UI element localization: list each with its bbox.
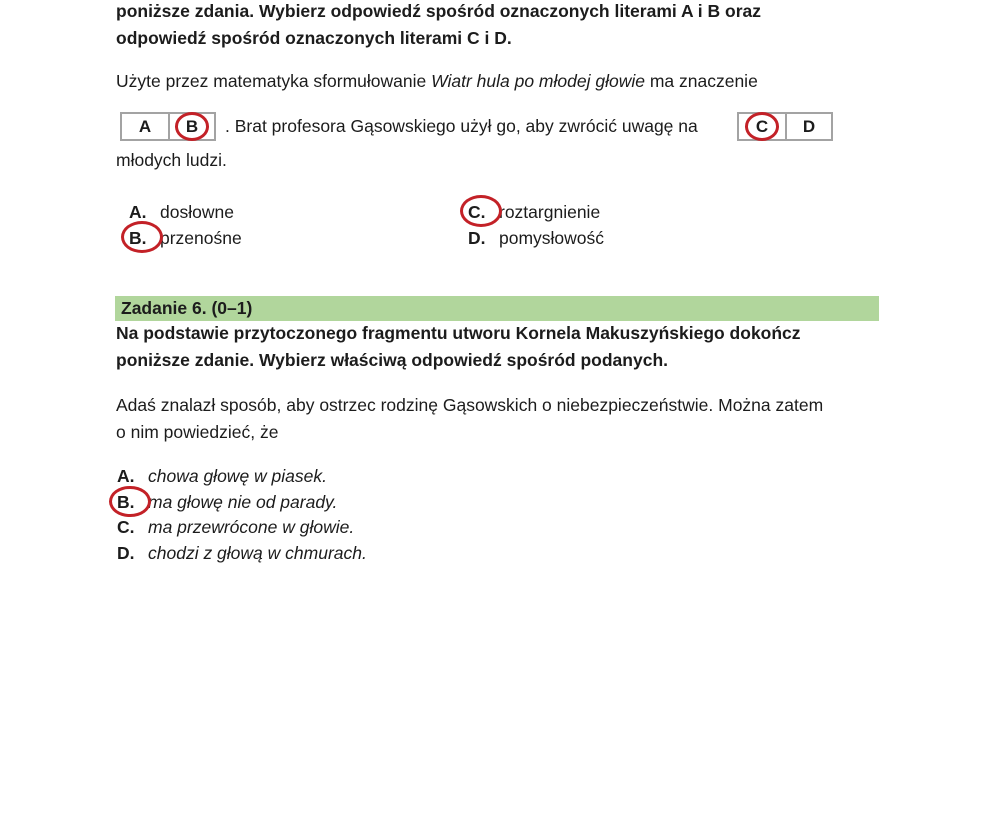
option-letter-q6-d: D. bbox=[117, 542, 135, 563]
answer-box-ab bbox=[120, 112, 216, 141]
option-letter-a: A. bbox=[129, 202, 147, 222]
question6-instruction-line2: poniższe zdanie. Wybierz właściwą odpowiedź spośród podanych. bbox=[116, 350, 668, 370]
answer-box-cd bbox=[737, 112, 833, 141]
answer-letter-b: B bbox=[185, 117, 199, 136]
question5-stem-post: ma znaczenie bbox=[644, 71, 758, 91]
option-text-a: dosłowne bbox=[160, 202, 234, 222]
option-letter-q6-a: A. bbox=[117, 466, 135, 486]
option-text-q6-d: chodzi z głową w chmurach. bbox=[148, 542, 367, 563]
option-text-q6-c: ma przewrócone w głowie. bbox=[148, 517, 355, 537]
question5-options-right bbox=[468, 199, 604, 251]
option-letter-d: D. bbox=[468, 228, 486, 248]
option-row-q6-a bbox=[117, 464, 367, 490]
question6-instruction bbox=[116, 320, 896, 374]
question5-stem-quote: Wiatr hula po młodej głowie bbox=[431, 71, 645, 91]
question6-options bbox=[117, 464, 367, 566]
question5-continuation: młodych ludzi. bbox=[116, 150, 227, 170]
question5-instruction-line2: odpowiedź spośród oznaczonych literami C i D. bbox=[116, 28, 512, 48]
answer-cell-b bbox=[168, 114, 214, 139]
question5-stem-pre: Użyte przez matematyka sformułowanie bbox=[116, 71, 432, 91]
question6-header: Zadanie 6. (0–1) bbox=[115, 296, 879, 321]
question6-stem-line1: Adaś znalazł sposób, aby ostrzec rodzinę Gąsowskich o niebezpieczeństwie. Można zatem bbox=[116, 395, 824, 415]
question5-answer-row bbox=[120, 112, 850, 141]
option-text-q6-a: chowa głowę w piasek. bbox=[148, 466, 327, 486]
option-row-d bbox=[468, 225, 604, 251]
question5-instruction bbox=[116, 0, 896, 52]
answer-cell-d bbox=[785, 114, 831, 139]
question5-stem bbox=[116, 68, 916, 95]
option-letter-c: C. bbox=[468, 199, 499, 225]
option-text-b: przenośne bbox=[160, 228, 242, 248]
option-letter-q6-c: C. bbox=[117, 517, 135, 537]
option-text-c: roztargnienie bbox=[499, 202, 601, 222]
option-row-b bbox=[129, 225, 242, 251]
option-row-q6-c bbox=[117, 515, 367, 541]
answer-cell-a bbox=[122, 114, 168, 139]
question6-instruction-line1: Na podstawie przytoczonego fragmentu utworu Kornela Makuszyńskiego dokończ bbox=[116, 323, 801, 343]
answer-letter-a: A bbox=[138, 117, 152, 136]
option-row-q6-d bbox=[117, 541, 367, 567]
question5-between-text: . Brat profesora Gąsowskiego użył go, aby zwrócić uwagę na bbox=[225, 116, 698, 136]
question6-stem bbox=[116, 392, 916, 446]
option-letter-b: B. bbox=[129, 225, 160, 251]
answer-cell-c bbox=[739, 114, 785, 139]
option-text-q6-b: ma głowę nie od parady. bbox=[148, 491, 338, 512]
question5-instruction-line1: poniższe zdania. Wybierz odpowiedź spośród oznaczonych literami A i B oraz bbox=[116, 1, 762, 21]
option-letter-q6-b: B. bbox=[117, 490, 148, 516]
question5-options-left bbox=[129, 199, 242, 251]
option-row-a bbox=[129, 199, 242, 225]
answer-letter-c: C bbox=[755, 117, 769, 136]
option-row-c bbox=[468, 199, 604, 225]
question6-stem-line2: o nim powiedzieć, że bbox=[116, 422, 279, 442]
answer-letter-d: D bbox=[802, 117, 816, 136]
option-text-d: pomysłowość bbox=[499, 228, 605, 248]
option-row-q6-b bbox=[117, 490, 367, 516]
